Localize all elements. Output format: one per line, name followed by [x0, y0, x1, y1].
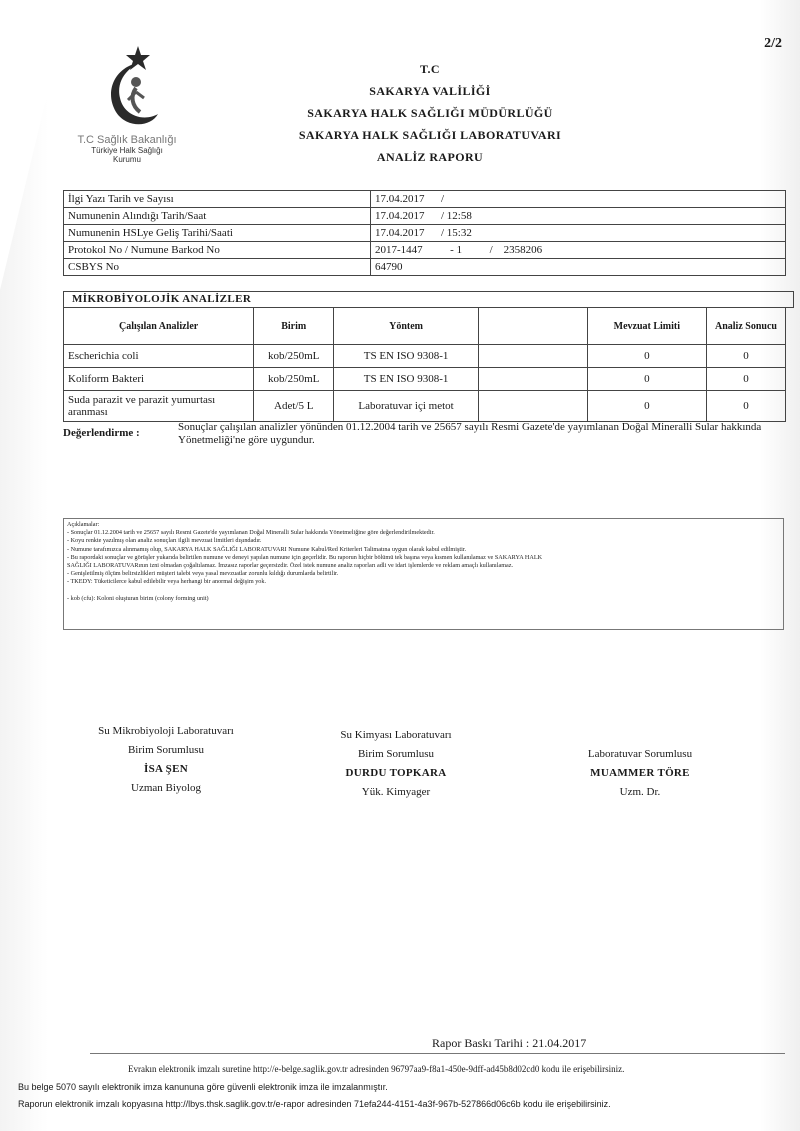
cell-sonuc: 0 [706, 368, 785, 391]
note-line: SAĞLIĞI LABORATUVARının izni olmadan çoğaltılamaz. İmzasız raporlar geçersizdir. Özel istek numune analiz raporları adli ve idari işlemlerde ve reklam amaçlı kullanılamaz. [67, 562, 514, 570]
cell-mevzuat: 0 [587, 368, 706, 391]
degerlendirme-text: Sonuçlar çalışılan analizler yönünden 01.12.2004 tarih ve 25657 sayılı Resmi Gazete'de yayımlanan Doğal Mineralli Sular hakkında Yönetmeliği'ne göre uygundur. [178, 421, 762, 446]
cell-sonuc: 0 [706, 345, 785, 368]
notes-box [63, 518, 784, 630]
analysis-table [63, 307, 786, 422]
signature-block [66, 722, 266, 798]
note-line: - Numune tarafımızca alınmamış olup, SAKARYA HALK SAĞLIĞI LABORATUVARI Numune Kabul/Red Kriterleri Talimatına uygun olarak kabul edilmiştir. [67, 545, 467, 553]
sig-title: Uzman Biyolog [131, 782, 201, 794]
cell-yontem: TS EN ISO 9308-1 [334, 345, 479, 368]
sample-info-table [63, 190, 786, 276]
sig-title: Yük. Kimyager [361, 786, 431, 798]
note-line: - Koyu renkte yazılmış olan analiz sonuçları ilgili mevzuat limitleri dışındadır. [67, 537, 262, 545]
sig-role: Laboratuvar Sorumlusu [587, 748, 693, 760]
note-line: Açıklamalar: [67, 521, 100, 528]
analysis-header-row [64, 308, 786, 345]
footer-esign-note: Bu belge 5070 sayılı elektronik imza kanununa göre güvenli elektronik imza ile imzalanmıştır. [18, 1082, 388, 1092]
info-label: Numunenin HSLye Geliş Tarihi/Saati [64, 225, 371, 242]
sig-lab: Su Mikrobiyoloji Laboratuvarı [98, 725, 234, 737]
note-line [67, 587, 780, 595]
page-number: 2/2 [764, 36, 782, 51]
signature-block [540, 745, 740, 802]
footer-ebelge-link: Evrakın elektronik imzalı suretine http://e-belge.saglik.gov.tr adresinden 96797aa9-f8a1-450e-9dff-ad45b8d02cd0 kodu ile erişebilirsiniz. [128, 1064, 625, 1074]
header-rapor: ANALİZ RAPORU [376, 150, 484, 164]
info-value: 17.04.2017 / 15:32 [371, 225, 786, 242]
table-row [64, 345, 786, 368]
header-laboratuvar: SAKARYA HALK SAĞLIĞI LABORATUVARI [298, 128, 562, 142]
cell-analiz: Escherichia coli [64, 345, 254, 368]
sig-name: MUAMMER TÖRE [590, 767, 690, 779]
info-label: Numunenin Alındığı Tarih/Saat [64, 208, 371, 225]
sig-name: DURDU TOPKARA [345, 767, 447, 779]
cell-empty [478, 368, 587, 391]
cell-analiz: Koliform Bakteri [64, 368, 254, 391]
cell-birim: Adet/5 L [254, 391, 334, 422]
info-row [64, 225, 786, 242]
sig-title: Uzm. Dr. [619, 786, 661, 798]
cell-sonuc: 0 [706, 391, 785, 422]
info-row [64, 242, 786, 259]
cell-mevzuat: 0 [587, 345, 706, 368]
header-valilik: SAKARYA VALİLİĞİ [369, 84, 491, 98]
footer-erapor-link: Raporun elektronik imzalı kopyasına http://lbys.thsk.saglik.gov.tr/e-rapor adresinden 71efa244-4151-4a3f-967b-527866d06c6b kodu ile erişebilirsiniz. [18, 1099, 611, 1109]
note-line: - TKEDY: Tüketicilerce kabul edilebilir veya herhangi bir anormal değişim yok. [67, 578, 267, 586]
logo-line2: Türkiye Halk Sağlığı [91, 146, 163, 155]
note-line: - Genişletilmiş ölçüm belirsizlikleri müşteri talebi veya yasal mevzuatlar zorunlu kıldığı durumlarda belirtilir. [67, 570, 339, 578]
signature-block [296, 726, 496, 802]
cell-empty [478, 391, 587, 422]
table-row [64, 368, 786, 391]
cell-analiz: Suda parazit ve parazit yumurtası aranması [64, 391, 254, 422]
divider [90, 1053, 785, 1054]
col-birim: Birim [254, 308, 334, 345]
note-line: - Bu rapordaki sonuçlar ve görüşler yukarıda belirtilen numune ve deneyi yapılan numune için geçerlidir. Bu raporun hiçbir bölümü tek başına veya kısmen kullanılamaz ve SAKARYA HALK [67, 553, 543, 561]
ministry-logo [62, 42, 192, 182]
col-yontem: Yöntem [334, 308, 479, 345]
cell-yontem: TS EN ISO 9308-1 [334, 368, 479, 391]
col-analiz: Çalışılan Analizler [64, 308, 254, 345]
info-value: 64790 [371, 259, 786, 276]
cell-mevzuat: 0 [587, 391, 706, 422]
sig-name: İSA ŞEN [144, 763, 188, 775]
info-row [64, 259, 786, 276]
note-line: - Sonuçlar 01.12.2004 tarih ve 25657 sayılı Resmi Gazete'de yayımlanan Doğal Mineralli Sular hakkında Yönetmeliğine göre değerlendirilmektedir. [67, 529, 435, 537]
report-header [230, 58, 630, 168]
degerlendirme-label: Değerlendirme : [63, 427, 140, 439]
cell-birim: kob/250mL [254, 345, 334, 368]
header-mudurluk: SAKARYA HALK SAĞLIĞI MÜDÜRLÜĞÜ [307, 106, 553, 120]
cell-birim: kob/250mL [254, 368, 334, 391]
col-empty [478, 308, 587, 345]
info-value: 17.04.2017 / 12:58 [371, 208, 786, 225]
micro-section-title: MİKROBİYOLOJİK ANALİZLER [63, 291, 794, 308]
table-row [64, 391, 786, 422]
sig-role: Birim Sorumlusu [357, 748, 435, 760]
info-row [64, 208, 786, 225]
rapor-baski-tarihi: Rapor Baskı Tarihi : 21.04.2017 [432, 1036, 587, 1050]
cell-empty [478, 345, 587, 368]
info-value: 17.04.2017 / [371, 191, 786, 208]
info-label: CSBYS No [64, 259, 371, 276]
col-sonuc: Analiz Sonucu [706, 308, 785, 345]
info-label: Protokol No / Numune Barkod No [64, 242, 371, 259]
sig-lab: Su Kimyası Laboratuvarı [340, 729, 452, 741]
logo-line3: Kurumu [112, 155, 141, 164]
header-tc: T.C [420, 62, 440, 76]
col-mevzuat: Mevzuat Limiti [587, 308, 706, 345]
info-label: İlgi Yazı Tarih ve Sayısı [64, 191, 371, 208]
note-line: - kob (cfu): Koloni oluşturan birim (colony forming unit) [67, 594, 209, 602]
crescent-star-icon [92, 42, 162, 132]
info-row [64, 191, 786, 208]
sig-role: Birim Sorumlusu [127, 744, 205, 756]
info-value: 2017-1447 - 1 / 2358206 [371, 242, 786, 259]
cell-yontem: Laboratuvar içi metot [334, 391, 479, 422]
logo-line1: T.C Sağlık Bakanlığı [77, 134, 177, 146]
